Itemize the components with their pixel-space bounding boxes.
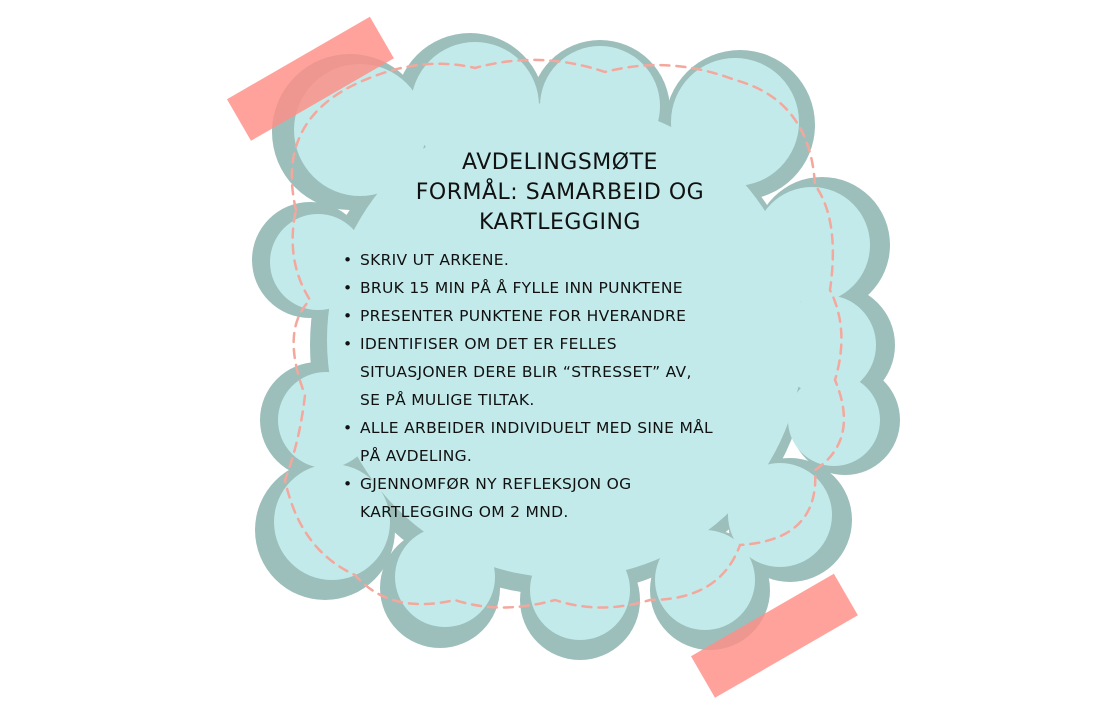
list-item (340, 274, 780, 302)
list-item (340, 302, 780, 330)
list-item-text: GJENNOMFØR NY REFLEKSJON OG (360, 475, 632, 493)
title-line: AVDELINGSMØTE (462, 150, 658, 175)
note-content (340, 148, 780, 526)
list-item-text: SKRIV UT ARKENE. (360, 251, 510, 269)
bullet-icon: • (343, 335, 353, 353)
list-item-text: ALLE ARBEIDER INDIVIDUELT MED SINE MÅL (360, 419, 713, 437)
list-item-text: KARTLEGGING OM 2 MND. (360, 503, 569, 521)
list-item-text: SITUASJONER DERE BLIR “STRESSET” AV, (360, 363, 692, 381)
list-item (340, 470, 780, 526)
bullet-icon: • (343, 475, 353, 493)
list-item-text: PÅ AVDELING. (360, 447, 473, 465)
bullet-icon: • (343, 307, 353, 325)
list-item (340, 246, 780, 274)
list-item-text: BRUK 15 MIN PÅ Å FYLLE INN PUNKTENE (360, 279, 683, 297)
list-item (340, 414, 780, 470)
list-item (340, 330, 780, 414)
title-line: FORMÅL: SAMARBEID OG (415, 180, 705, 205)
bullet-icon: • (343, 251, 353, 269)
bullet-icon: • (343, 419, 353, 437)
list-item-text: SE PÅ MULIGE TILTAK. (360, 391, 535, 409)
list-item-text: IDENTIFISER OM DET ER FELLES (360, 335, 617, 353)
note-title (340, 148, 780, 238)
task-list (340, 246, 780, 526)
list-item-text: PRESENTER PUNKTENE FOR HVERANDRE (360, 307, 687, 325)
bullet-icon: • (343, 279, 353, 297)
title-line: KARTLEGGING (479, 210, 641, 235)
